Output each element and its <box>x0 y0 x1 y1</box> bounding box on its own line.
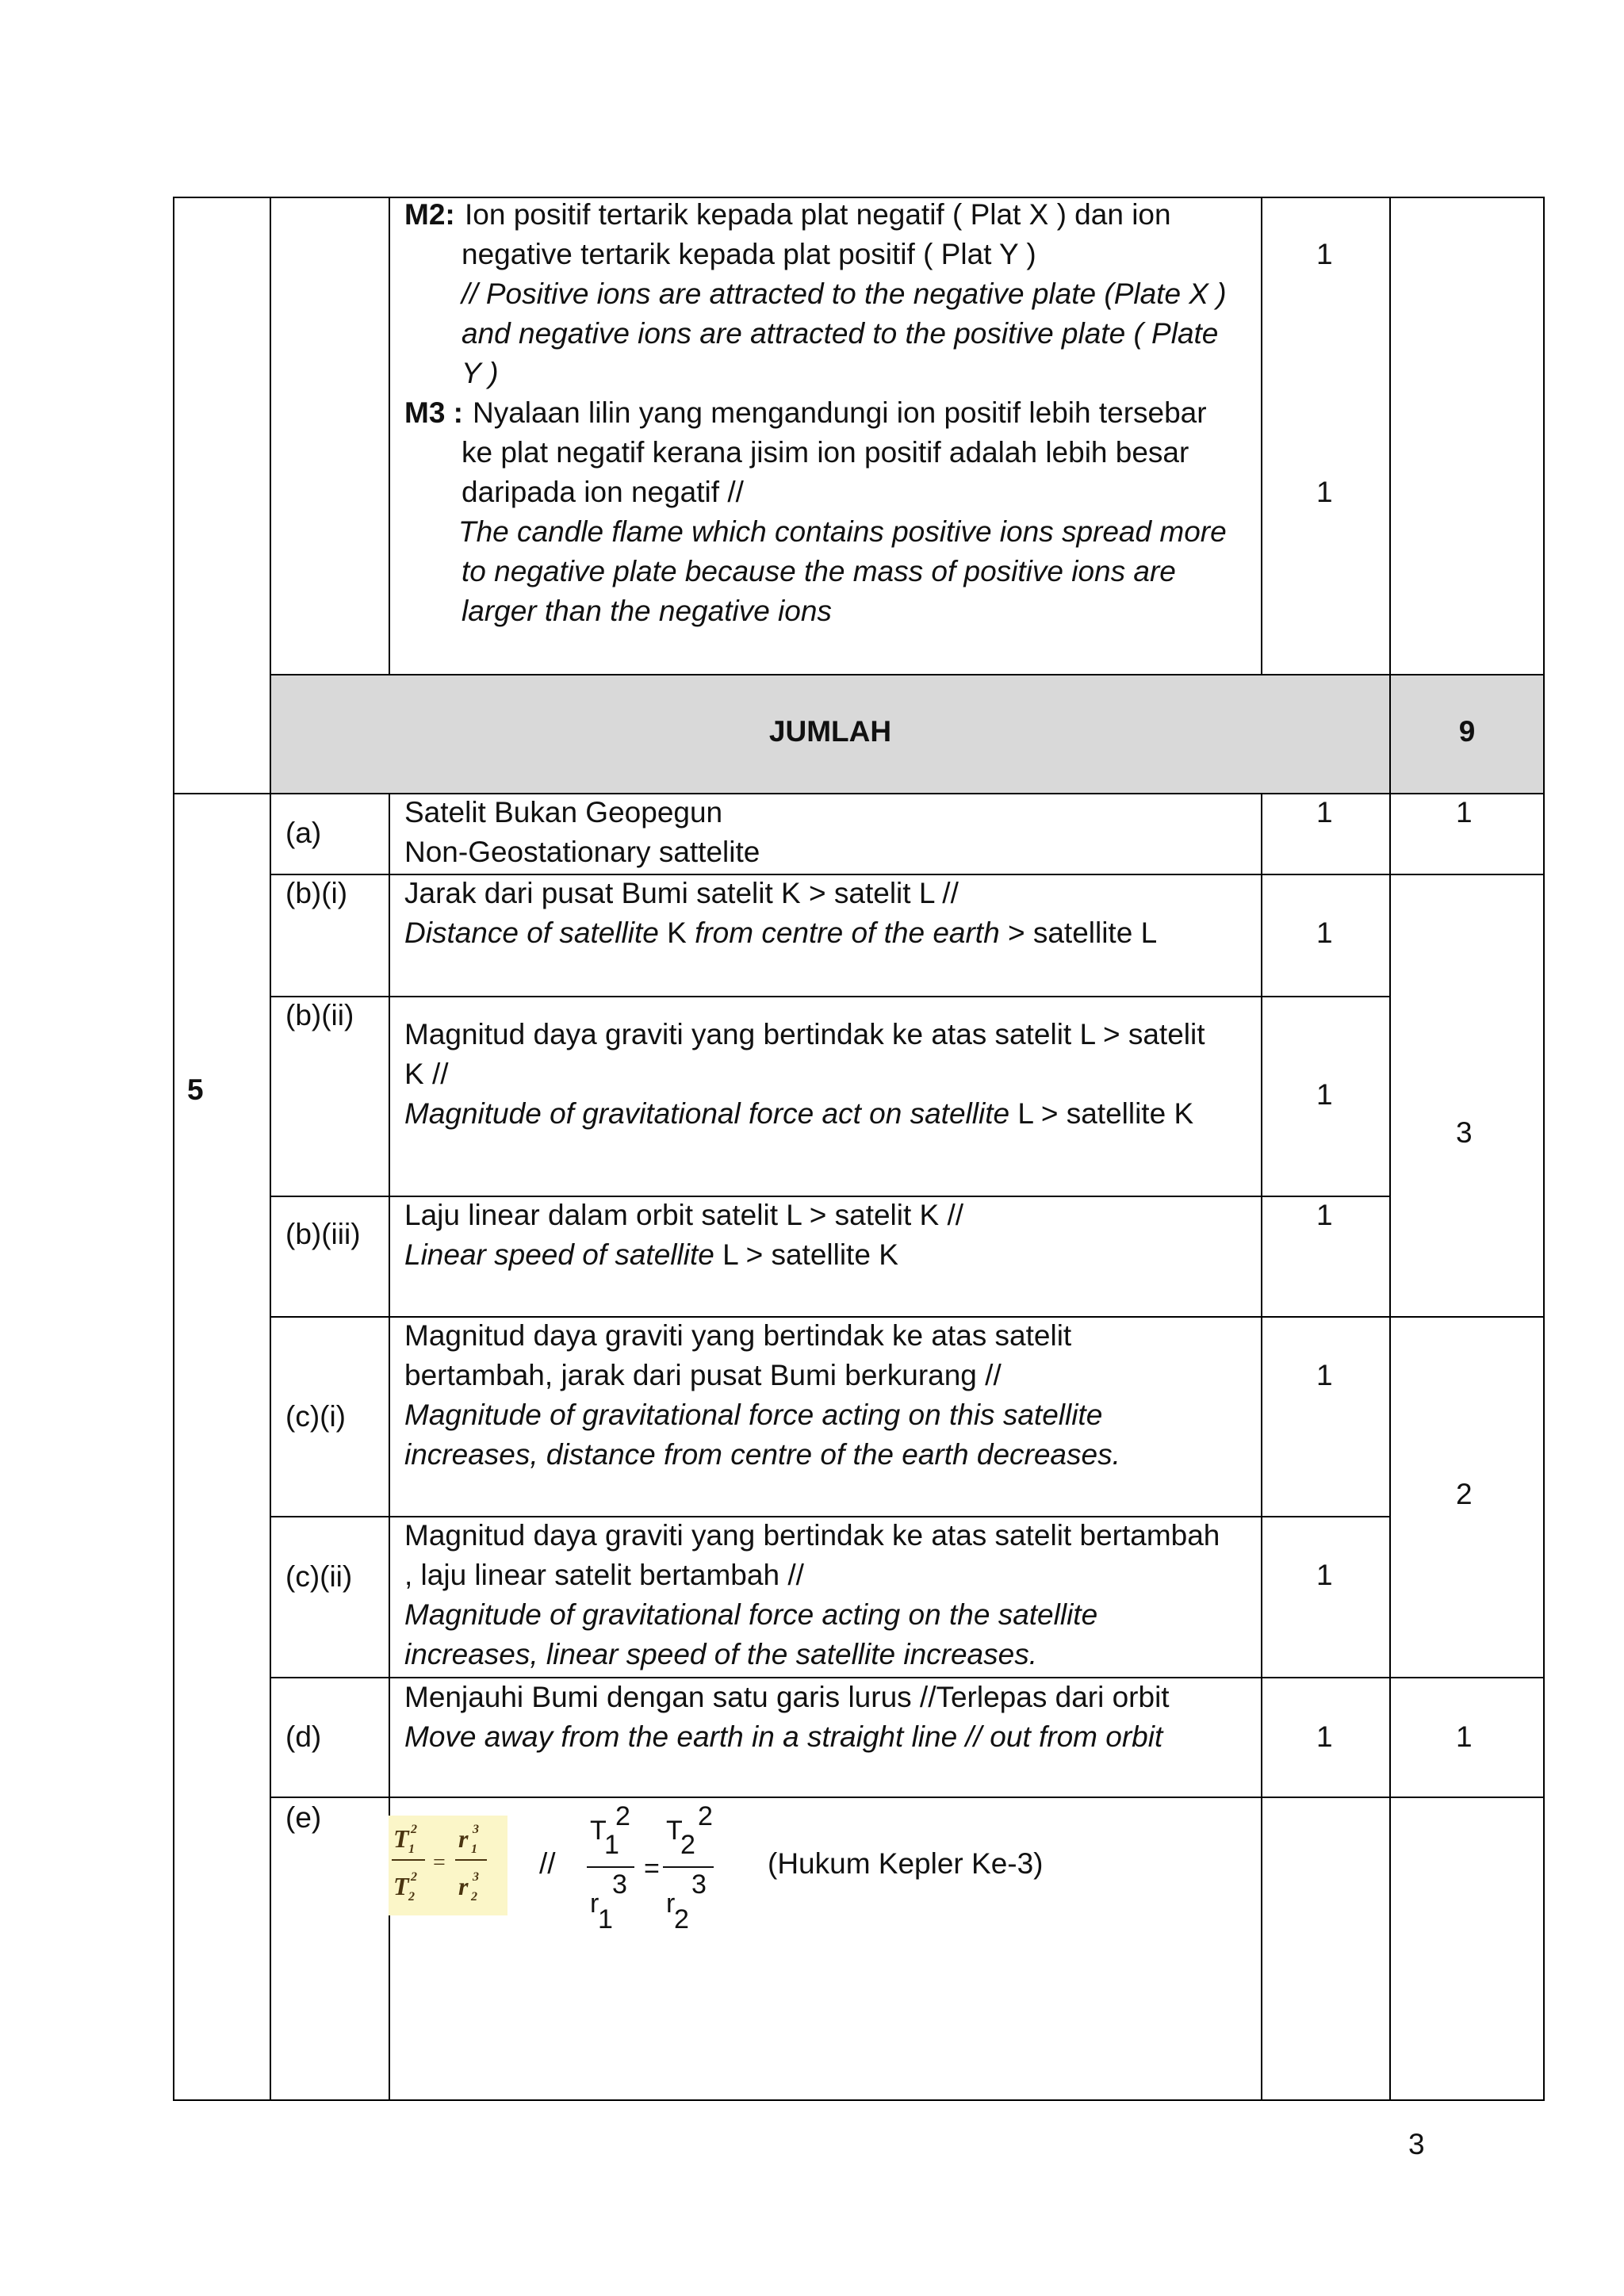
formula-r: r <box>666 1888 676 1919</box>
answer-a-en: Non-Geostationary sattelite <box>404 836 760 868</box>
mark-bi: 1 <box>1316 916 1333 949</box>
part-label-bi: (b)(i) <box>285 877 348 909</box>
answer-bii-en <box>404 1094 1193 1134</box>
formula-T: T <box>590 1816 607 1846</box>
part-label-d: (d) <box>285 1720 322 1753</box>
formula-exp: 3 <box>473 1823 479 1836</box>
answer-ci-ms2: bertambah, jarak dari pusat Bumi berkurang // <box>404 1359 1002 1391</box>
m2-mark: 1 <box>1316 238 1333 270</box>
answer-biii-en <box>404 1235 898 1275</box>
table-rule <box>270 996 1389 997</box>
formula-sub: 1 <box>598 1904 613 1934</box>
answer-cii-ms1: Magnitud daya graviti yang bertindak ke atas satelit bertambah <box>404 1519 1220 1552</box>
kepler-formula-highlighted <box>389 1816 508 1915</box>
formula-r: r <box>590 1888 599 1919</box>
formula-T: T <box>393 1872 409 1900</box>
answer-ci-en1: Magnitude of gravitational force acting on this satellite <box>404 1399 1103 1431</box>
table-col-rule <box>389 197 390 674</box>
formula-exp: 2 <box>411 1823 417 1836</box>
part-label-ci: (c)(i) <box>285 1400 347 1433</box>
m2-line: negative tertarik kepada plat positif ( Plat Y ) <box>462 238 1036 270</box>
answer-cii-ms2: , laju linear satelit bertambah // <box>404 1559 804 1591</box>
answer-bii-en-a: Magnitude of gravitational force act on satellite <box>404 1097 1010 1130</box>
answer-bii-en-b: L > satellite K <box>1017 1097 1194 1130</box>
formula-sub: 2 <box>674 1904 689 1934</box>
answer-cii-en2: increases, linear speed of the satellite increases. <box>404 1638 1037 1670</box>
answer-bi-en-a: Distance of satellite <box>404 916 659 949</box>
answer-ci-ms1: Magnitud daya graviti yang bertindak ke atas satelit <box>404 1319 1072 1352</box>
question-number: 5 <box>187 1073 204 1106</box>
formula-T: T <box>393 1824 409 1853</box>
table-col-rule <box>1261 197 1262 674</box>
answer-bi-en-d: > satellite L <box>1007 916 1158 949</box>
mark-cii: 1 <box>1316 1559 1333 1591</box>
total-label: JUMLAH <box>768 715 892 748</box>
answer-biii-en-b: L > satellite K <box>722 1238 898 1271</box>
m3-line: daripada ion negatif // <box>462 476 744 508</box>
mark-d: 1 <box>1316 1720 1333 1753</box>
answer-ci-en2: increases, distance from centre of the earth decreases. <box>404 1438 1120 1471</box>
mark-ci: 1 <box>1316 1359 1333 1391</box>
m3-line: ke plat negatif kerana jisim ion positif adalah lebih besar <box>462 436 1189 469</box>
formula-separator: // <box>539 1847 556 1880</box>
part-label-a: (a) <box>285 817 322 849</box>
m2-tag: M2: <box>404 198 455 231</box>
formula-r: r <box>458 1824 469 1853</box>
m2-line: Ion positif tertarik kepada plat negatif ( Plat X ) dan ion <box>465 198 1171 231</box>
total-value: 9 <box>1458 715 1476 748</box>
answer-bi-en <box>404 913 1157 953</box>
kepler-law-label: (Hukum Kepler Ke-3) <box>768 1847 1044 1880</box>
answer-biii-ms: Laju linear dalam orbit satelit L > satelit K // <box>404 1199 964 1231</box>
answer-d-en: Move away from the earth in a straight line // out from orbit <box>404 1720 1163 1753</box>
table-rule <box>270 1797 1545 1798</box>
fraction-bar <box>587 1866 634 1868</box>
fraction-bar <box>663 1866 714 1868</box>
mark-a: 1 <box>1316 796 1333 828</box>
formula-sub: 1 <box>408 1843 415 1856</box>
answer-biii-en-a: Linear speed of satellite <box>404 1238 714 1271</box>
formula-sub: 1 <box>471 1843 477 1856</box>
answer-d-ms: Menjauhi Bumi dengan satu garis lurus //Terlepas dari orbit <box>404 1681 1170 1713</box>
m3-en-line: The candle flame which contains positive ions spread more <box>458 515 1227 548</box>
table-border-right <box>1543 197 1545 2101</box>
answer-bii-ms1: Magnitud daya graviti yang bertindak ke atas satelit L > satelit <box>404 1018 1205 1050</box>
m3-tag: M3 : <box>404 396 463 429</box>
answer-bi-en-c: from centre of the earth <box>695 916 1000 949</box>
part-label-cii: (c)(ii) <box>285 1560 353 1593</box>
table-border-left <box>173 197 174 2101</box>
table-rule <box>173 793 1545 794</box>
kepler-formula-text <box>584 1800 726 1934</box>
part-label-bii: (b)(ii) <box>285 999 354 1031</box>
formula-exp: 2 <box>698 1801 713 1831</box>
table-col-rule <box>270 197 271 2101</box>
total-c: 2 <box>1456 1478 1473 1510</box>
answer-bi-ms: Jarak dari pusat Bumi satelit K > satelit L // <box>404 877 959 909</box>
table-border-bottom <box>173 2099 1545 2101</box>
mark-biii: 1 <box>1316 1199 1333 1231</box>
formula-sub: 2 <box>408 1890 415 1904</box>
table-col-rule <box>1261 793 1262 2101</box>
m3-line: Nyalaan lilin yang mengandungi ion positif lebih tersebar <box>473 396 1207 429</box>
m3-en-line: larger than the negative ions <box>462 595 832 627</box>
formula-T: T <box>666 1816 683 1846</box>
part-label-biii: (b)(iii) <box>285 1218 361 1250</box>
answer-bii-ms2: K // <box>404 1058 449 1090</box>
m2-en-line: and negative ions are attracted to the positive plate ( Plate <box>462 317 1219 350</box>
table-col-rule <box>1389 197 1391 2101</box>
answer-cii-en1: Magnitude of gravitational force acting on the satellite <box>404 1598 1098 1631</box>
m3-en-line: to negative plate because the mass of positive ions are <box>462 555 1176 587</box>
kepler-formula-svg <box>389 1816 508 1915</box>
formula-sub: 2 <box>471 1890 477 1904</box>
total-b: 3 <box>1456 1116 1473 1149</box>
m2-en-line: Y ) <box>462 357 499 389</box>
formula-exp: 3 <box>473 1870 479 1884</box>
mark-bii: 1 <box>1316 1078 1333 1111</box>
m3-mark: 1 <box>1316 476 1333 508</box>
page-number: 3 <box>1408 2128 1425 2160</box>
total-a: 1 <box>1456 796 1473 828</box>
formula-exp: 2 <box>615 1801 630 1831</box>
part-label-e: (e) <box>285 1801 322 1834</box>
formula-r: r <box>458 1872 469 1900</box>
formula-exp: 2 <box>411 1870 417 1884</box>
answer-a-ms: Satelit Bukan Geopegun <box>404 796 723 828</box>
m2-en-line: // Positive ions are attracted to the negative plate (Plate X ) <box>462 277 1227 310</box>
formula-eq: = <box>433 1850 446 1875</box>
formula-sub: 1 <box>604 1830 619 1860</box>
formula-sub: 2 <box>680 1830 695 1860</box>
formula-exp: 3 <box>691 1869 707 1900</box>
formula-exp: 3 <box>612 1869 627 1900</box>
total-d: 1 <box>1456 1720 1473 1753</box>
answer-bi-en-b: K <box>667 916 687 949</box>
formula-eq: = <box>644 1854 660 1884</box>
